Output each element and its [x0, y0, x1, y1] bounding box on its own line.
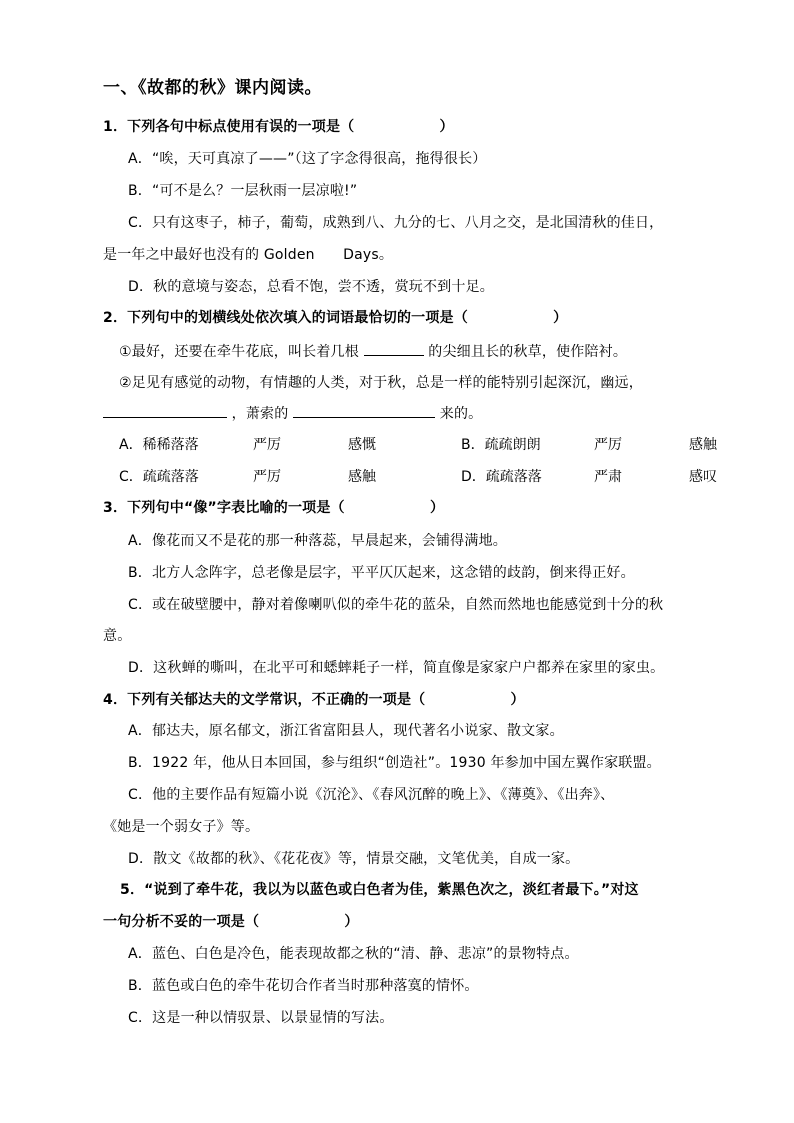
question-2-option-c-word-1: C．疏疏落落	[119, 469, 199, 485]
question-2-option-a-word-1: A．稀稀落落	[119, 437, 199, 453]
question-2-sentence-2-continued	[103, 403, 482, 424]
question-5-option-c: C．这是一种以情驭景、以景显情的写法。	[128, 1010, 394, 1026]
question-2-sentence-1	[119, 341, 627, 362]
question-2-option-a-word-2: 严厉	[253, 437, 281, 453]
question-2-option-b-word-1: B．疏疏朗朗	[461, 437, 541, 453]
question-1-option-c: C．只有这枣子，柿子，葡萄，成熟到八、九分的七、八月之交，是北国清秋的佳日，	[128, 215, 664, 231]
question-4-option-d: D．散文《故都的秋》、《花花夜》等，情景交融，文笔优美，自成一家。	[128, 851, 580, 867]
fill-blank-1	[364, 341, 424, 356]
question-4-option-c: C．他的主要作品有短篇小说《沉沦》、《春风沉醉的晚上》、《薄奠》、《出奔》、	[128, 787, 615, 803]
question-3-option-c-continued: 意。	[103, 628, 132, 644]
question-2-option-b-word-3: 感触	[689, 437, 717, 453]
question-2-option-c-word-2: 严厉	[253, 469, 281, 485]
sentence-2-middle-text: ，萧索的	[231, 406, 289, 422]
question-2-option-d-word-2: 严肃	[594, 469, 622, 485]
section-title: 一、《故都的秋》课内阅读。	[103, 78, 322, 98]
sentence-1-text-before: ①最好，还要在牵牛花底，叫长着几根	[119, 344, 359, 360]
question-1-option-d: D．秋的意境与姿态，总看不饱，尝不透，赏玩不到十足。	[128, 279, 494, 295]
question-1-stem: 1．下列各句中标点使用有误的一项是（ ）	[103, 119, 454, 135]
question-3-option-b: B．北方人念阵字，总老像是层字，平平仄仄起来，这念错的歧韵，倒来得正好。	[128, 565, 635, 581]
question-1-option-c-continued: 是一年之中最好也没有的 Golden Days。	[103, 247, 394, 263]
fill-blank-3	[293, 403, 435, 418]
question-2-stem: 2．下列句中的划横线处依次填入的词语最恰切的一项是（ ）	[103, 310, 568, 326]
fill-blank-2	[103, 403, 227, 418]
question-5-stem-continued: 一句分析不妥的一项是（ ）	[103, 914, 359, 930]
question-4-stem: 4．下列有关郁达夫的文学常识，不正确的一项是（ ）	[103, 692, 525, 708]
question-5-stem: 5．“说到了牵牛花，我以为以蓝色或白色者为佳，紫黑色次之，淡红者最下。”对这	[120, 882, 639, 898]
question-2-option-c-word-3: 感触	[348, 469, 376, 485]
question-3-stem: 3．下列句中“像”字表比喻的一项是（ ）	[103, 500, 445, 516]
sentence-1-text-after: 的尖细且长的秋草，使作陪衬。	[428, 344, 628, 360]
sentence-2-end-text: 来的。	[439, 406, 483, 422]
question-2-option-a-word-3: 感慨	[348, 437, 376, 453]
question-3-option-d: D．这秋蝉的嘶叫，在北平可和蟋蟀耗子一样，简直像是家家户户都养在家里的家虫。	[128, 660, 665, 676]
question-1-option-a: A．“唉，天可真凉了——”（这了字念得很高，拖得很长）	[128, 151, 487, 167]
question-4-option-a: A．郁达夫，原名郁文，浙江省富阳县人，现代著名小说家、散文家。	[128, 723, 564, 739]
question-5-option-b: B．蓝色或白色的牵牛花切合作者当时那种落寞的情怀。	[128, 978, 479, 994]
question-1-option-b: B．“可不是么？一层秋雨一层凉啦!”	[128, 183, 358, 199]
question-2-option-d-word-3: 感叹	[689, 469, 717, 485]
question-3-option-a: A．像花而又不是花的那一种落蕊，早晨起来，会铺得满地。	[128, 533, 507, 549]
question-4-option-b: B．1922 年，他从日本回国，参与组织“创造社”。1930 年参加中国左翼作家联盟。	[128, 755, 661, 771]
question-2-sentence-2: ②足见有感觉的动物，有情趣的人类，对于秋，总是一样的能特别引起深沉，幽远，	[119, 375, 643, 391]
question-2-option-d-word-1: D．疏疏落落	[461, 469, 542, 485]
question-3-option-c: C．或在破壁腰中，静对着像喇叭似的牵牛花的蓝朵，自然而然地也能感觉到十分的秋	[128, 597, 664, 613]
question-4-option-c-continued: 《她是一个弱女子》等。	[103, 819, 260, 835]
question-2-option-b-word-2: 严厉	[594, 437, 622, 453]
question-5-option-a: A．蓝色、白色是冷色，能表现故都之秋的“清、静、悲凉”的景物特点。	[128, 946, 579, 962]
